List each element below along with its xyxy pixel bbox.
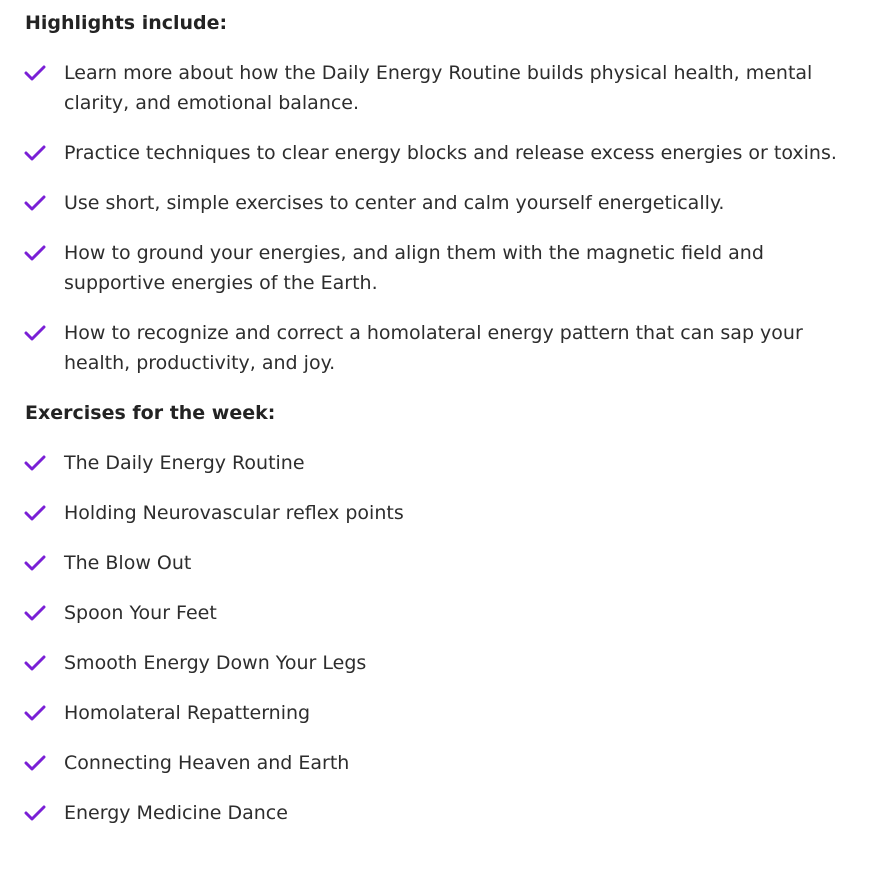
list-item: [0, 188, 879, 218]
check-icon: [24, 805, 46, 821]
list-item-text: Holding Neurovascular reflex points: [64, 502, 404, 524]
list-item: [0, 58, 879, 118]
list-item: [0, 448, 879, 478]
check-icon: [24, 605, 46, 621]
list-item: [0, 548, 879, 578]
list-item-text: The Daily Energy Routine: [64, 452, 305, 474]
list-item: [0, 318, 879, 378]
list-item: [0, 238, 879, 298]
list-item-text: How to recognize and correct a homolateral energy pattern that can sap your health, productivity, and joy.: [64, 322, 803, 374]
check-icon: [24, 555, 46, 571]
list-item: [0, 698, 879, 728]
list-item: [0, 138, 879, 168]
check-icon: [24, 705, 46, 721]
check-icon: [24, 455, 46, 471]
list-item-text: Practice techniques to clear energy blocks and release excess energies or toxins.: [64, 142, 837, 164]
list-item-text: Learn more about how the Daily Energy Routine builds physical health, mental clarity, and emotional balance.: [64, 62, 813, 114]
list-item: [0, 598, 879, 628]
highlights-list: [0, 58, 879, 378]
list-item-text: Spoon Your Feet: [64, 602, 217, 624]
check-icon: [24, 655, 46, 671]
check-icon: [24, 325, 46, 341]
check-icon: [24, 65, 46, 81]
list-item: [0, 648, 879, 678]
highlights-heading: Highlights include:: [25, 12, 228, 34]
list-item: [0, 798, 879, 828]
exercises-list: [0, 448, 879, 828]
check-icon: [24, 145, 46, 161]
check-icon: [24, 195, 46, 211]
exercises-heading: Exercises for the week:: [25, 402, 276, 424]
list-item-text: Energy Medicine Dance: [64, 802, 288, 824]
check-icon: [24, 245, 46, 261]
list-item-text: Use short, simple exercises to center and calm yourself energetically.: [64, 192, 725, 214]
list-item-text: Homolateral Repatterning: [64, 702, 311, 724]
check-icon: [24, 505, 46, 521]
list-item: [0, 498, 879, 528]
list-item-text: How to ground your energies, and align them with the magnetic field and supportive energies of the Earth.: [64, 242, 764, 294]
list-item-text: Connecting Heaven and Earth: [64, 752, 350, 774]
list-item-text: Smooth Energy Down Your Legs: [64, 652, 367, 674]
check-icon: [24, 755, 46, 771]
list-item: [0, 748, 879, 778]
list-item-text: The Blow Out: [64, 552, 192, 574]
